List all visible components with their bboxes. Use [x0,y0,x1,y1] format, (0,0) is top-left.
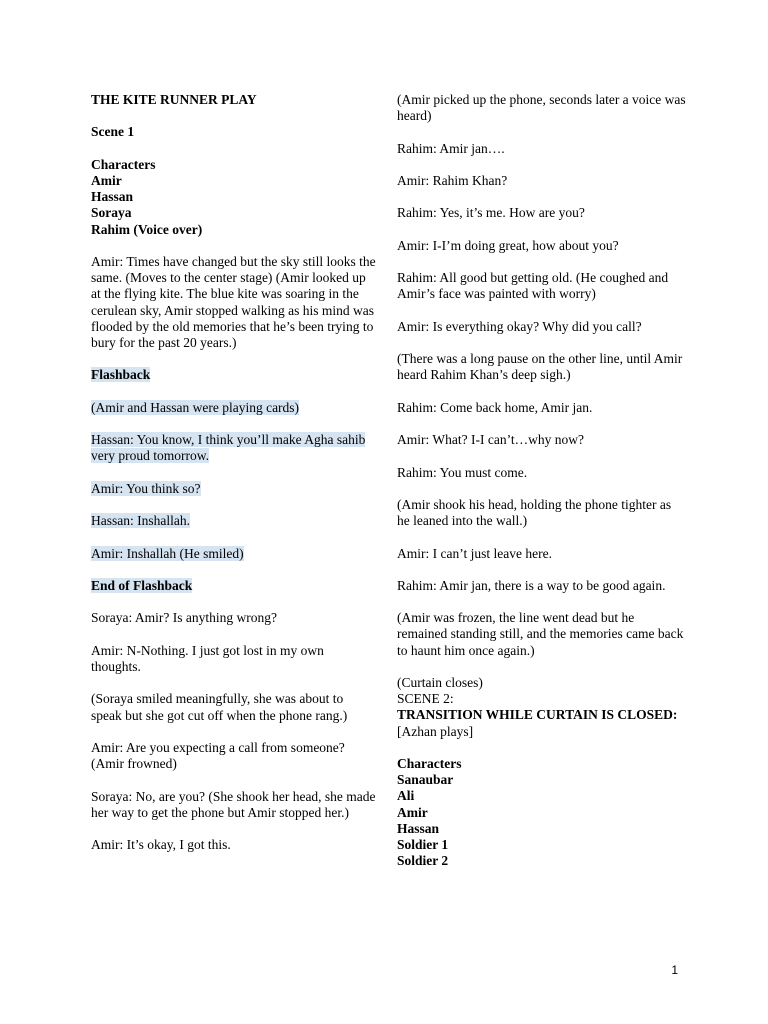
dialogue-paragraph: (There was a long pause on the other line, until Amir heard Rahim Khan’s deep sigh.) [397,351,683,383]
character-item: Sanaubar [397,772,454,788]
dialogue-paragraph: Amir: Rahim Khan? [397,172,508,188]
transition-heading: TRANSITION WHILE CURTAIN IS CLOSED: [397,707,678,723]
flashback-line: Amir: You think so? [91,480,201,496]
character-item: Amir [397,804,428,820]
character-item: Rahim (Voice over) [91,221,203,237]
flashback-line: (Amir and Hassan were playing cards) [91,399,300,415]
character-item: Hassan [397,820,440,836]
characters-heading: Characters [397,756,462,772]
dialogue-paragraph: Rahim: All good but getting old. (He coughed and Amir’s face was painted with worry) [397,270,669,302]
characters-list [91,157,376,238]
character-item: Amir [91,172,122,188]
scene2-heading: SCENE 2: [397,691,454,707]
dialogue-paragraph: Rahim: You must come. [397,464,528,480]
dialogue-paragraph: Soraya: Amir? Is anything wrong? [91,610,277,626]
flashback-line: Amir: Inshallah (He smiled) [91,545,244,561]
dialogue-paragraph: Amir: N-Nothing. I just got lost in my own thoughts. [91,642,324,674]
character-item: Soldier 1 [397,837,449,853]
dialogue-paragraph: Amir: I-I’m doing great, how about you? [397,237,619,253]
dialogue-paragraph: Amir: It’s okay, I got this. [91,837,231,853]
character-item: Ali [397,788,415,804]
page-number: 1 [671,963,678,977]
stage-direction: (Curtain closes) [397,675,483,691]
dialogue-paragraph: (Amir shook his head, holding the phone tighter as he leaned into the wall.) [397,496,672,529]
right-column [397,92,687,886]
dialogue-paragraph: Amir: What? I-I can’t…why now? [397,432,584,448]
character-item: Soldier 2 [397,853,449,869]
characters-heading: Characters [91,156,156,172]
left-column [91,92,376,869]
dialogue-paragraph: Amir: Are you expecting a call from someone? (Amir frowned) [91,739,345,772]
dialogue-paragraph: Rahim: Amir jan, there is a way to be good again. [397,577,666,593]
dialogue-paragraph: Amir: Times have changed but the sky still looks the same. (Moves to the center stage) (Amir looked up at the flying kite. The blue kite was soaring in the cerulean sky, Amir stopped walking as his mind was flooded by the old memories that he’s been trying to bury for the past 20 years.) [91,253,376,350]
character-item: Soraya [91,205,132,221]
dialogue-paragraph: Amir: Is everything okay? Why did you call? [397,318,642,334]
dialogue-paragraph: (Amir picked up the phone, seconds later a voice was heard) [397,92,686,124]
flashback-line: Hassan: You know, I think you’ll make Agha sahib very proud tomorrow. [91,432,366,464]
stage-direction: [Azhan plays] [397,723,474,739]
end-of-flashback-heading: End of Flashback [91,577,193,593]
dialogue-paragraph: (Amir was frozen, the line went dead but he remained standing still, and the memories came back to haunt him once again.) [397,610,684,658]
flashback-heading: Flashback [91,367,151,383]
scene2-characters-list [397,756,687,869]
dialogue-paragraph: Rahim: Amir jan…. [397,140,505,156]
dialogue-paragraph: (Soraya smiled meaningfully, she was about to speak but she got cut off when the phone rang.) [91,691,348,723]
flashback-line: Hassan: Inshallah. [91,513,190,529]
dialogue-paragraph: Rahim: Come back home, Amir jan. [397,399,593,415]
scene-heading: Scene 1 [91,124,135,140]
character-item: Hassan [91,189,134,205]
dialogue-paragraph: Rahim: Yes, it’s me. How are you? [397,205,585,221]
dialogue-paragraph: Soraya: No, are you? (She shook her head, she made her way to get the phone but Amir stopped her.) [91,788,376,820]
dialogue-paragraph: Amir: I can’t just leave here. [397,545,552,561]
play-title: THE KITE RUNNER PLAY [91,92,257,107]
